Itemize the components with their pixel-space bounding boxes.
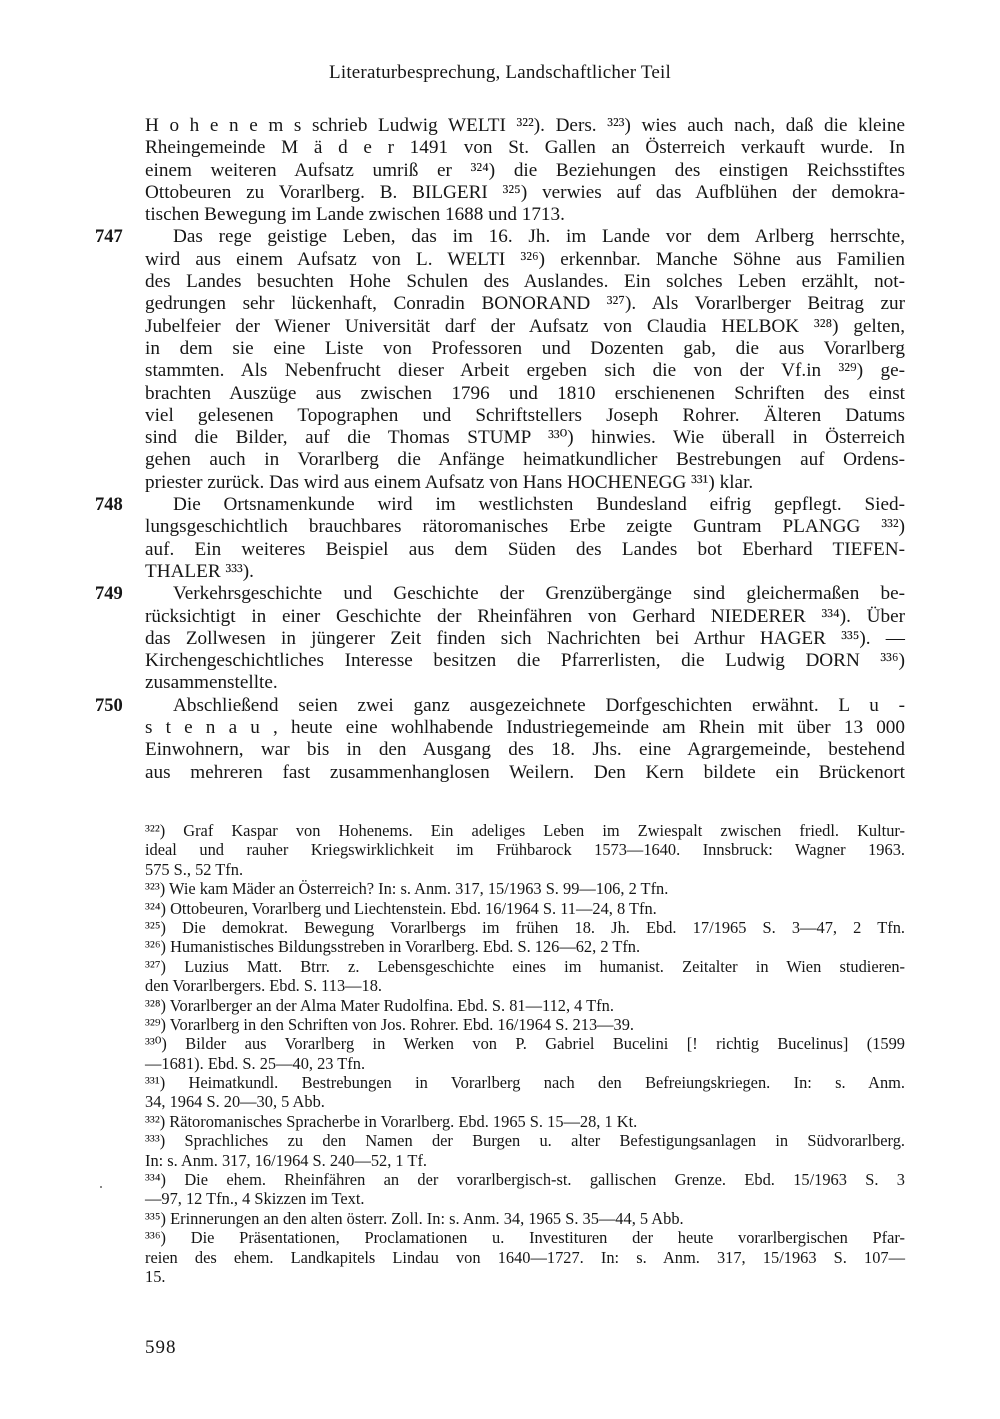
footnote-line: 575 S., 52 Tfn. [145, 859, 244, 879]
line-text: des Landes besuchten Hohe Schulen des Auslandes. Ein solches Leben erzählt, not- [145, 271, 905, 293]
text-line [95, 249, 905, 271]
footnote-line: ³³¹) Heimatkundl. Bestrebungen in Vorarlberg nach den Befreiungskriegen. In: s. Anm. [145, 1073, 905, 1093]
text-line [95, 494, 905, 516]
footnote-line: ³²⁵) Die demokrat. Bewegung Vorarlbergs im frühen 18. Jh. Ebd. 17/1965 S. 3—47, 2 Tfn. [145, 917, 905, 937]
running-header: Literaturbesprechung, Landschaftlicher Teil [329, 62, 671, 83]
line-text: Einwohnern, war bis in den Ausgang des 18. Jhs. eine Agrargemeinde, bestehend [145, 739, 905, 761]
paragraph-number: 749 [95, 584, 123, 605]
line-text: Verkehrsgeschichte und Geschichte der Grenzübergänge sind gleichermaßen be- [173, 583, 905, 605]
text-line [95, 583, 905, 605]
footnote-line: ³³²) Rätoromanisches Spracherbe in Vorarlberg. Ebd. 1965 S. 15—28, 1 Kt. [145, 1111, 638, 1131]
main-text [95, 115, 905, 784]
line-text: in dem sie eine Liste von Professoren und Dozenten gab, die aus Vorarlberg [145, 337, 905, 359]
paragraph-number: 747 [95, 227, 123, 248]
footnote-line: In: s. Anm. 317, 16/1964 S. 240—52, 1 Tf. [145, 1150, 427, 1170]
paragraph-number: 750 [95, 695, 123, 716]
line-text: rücksichtigt in einer Geschichte der Rheinfähren von Gerhard NIEDERER ³³⁴). Über [145, 605, 905, 627]
text-line [95, 695, 905, 717]
text-line [95, 561, 905, 583]
line-text: das Zollwesen in jüngerer Zeit finden sich Nachrichten bei Arthur HAGER ³³⁵). — [145, 627, 905, 649]
text-line [95, 672, 905, 694]
footnote-line: den Vorarlbergers. Ebd. S. 113—18. [145, 976, 383, 996]
footnote-line: ³²⁸) Vorarlberger an der Alma Mater Rudolfina. Ebd. S. 81—112, 4 Tfn. [145, 995, 614, 1015]
line-text: einem weiteren Aufsatz umriß er ³²⁴) die Beziehungen des einstigen Reichsstiftes [145, 159, 905, 181]
footnote-line: ³³⁶) Die Präsentationen, Proclamationen u. Investituren der heute vorarlbergischen Pfar- [145, 1228, 905, 1248]
text-line [95, 516, 905, 538]
footnote-line: ³²³) Wie kam Mäder an Österreich? In: s. Anm. 317, 15/1963 S. 99—106, 2 Tfn. [145, 879, 669, 899]
line-text: Abschließend seien zwei ganz ausgezeichnete Dorfgeschichten erwähnt. L u - [173, 694, 905, 716]
footnote-line: ³³⁰) Bilder aus Vorarlberg in Werken von P. Gabriel Bucelini [! richtig Bucelinus] (1599 [145, 1034, 905, 1054]
line-text: wird aus einem Aufsatz von L. WELTI ³²⁶) erkennbar. Manche Söhne aus Familien [145, 248, 905, 270]
line-text: aus mehreren fast zusammenhanglosen Weilern. Den Kern bildete ein Brückenort [145, 761, 905, 783]
footnote-line: ³³⁴) Die ehem. Rheinfähren an der vorarlbergisch-st. gallischen Grenze. Ebd. 15/1963 S. 3 [145, 1170, 905, 1190]
footnotes [95, 821, 905, 1286]
line-text: priester zurück. Das wird aus einem Aufsatz von Hans HOCHENEGG ³³¹) klar. [145, 471, 754, 493]
text-line [95, 762, 905, 784]
text-line [95, 739, 905, 761]
text-line [95, 650, 905, 672]
page-number: 598 [145, 1337, 177, 1358]
text-line [95, 160, 905, 182]
text-line [95, 472, 905, 494]
footnote-line: ³²⁹) Vorarlberg in den Schriften von Jos. Rohrer. Ebd. 16/1964 S. 213—39. [145, 1014, 635, 1034]
line-text: sind die Bilder, auf die Thomas STUMP ³³⁰) hinwies. Wie überall in Österreich [145, 427, 905, 449]
footnote-line: ideal und rauher Kriegswirklichkeit im Frühbarock 1573—1640. Innsbruck: Wagner 1963. [145, 840, 905, 860]
footnote-line: 15. [145, 1266, 166, 1286]
footnote-line: ³²²) Graf Kaspar von Hohenems. Ein adeliges Leben im Zwiespalt zwischen friedl. Kultur- [145, 821, 905, 840]
text-line [95, 316, 905, 338]
footnote-line: ³²⁷) Luzius Matt. Btrr. z. Lebensgeschichte eines im humanist. Zeitalter in Wien studieren- [145, 956, 905, 976]
footnote-line: 34, 1964 S. 20—30, 5 Abb. [145, 1092, 325, 1112]
scan-speck [100, 1186, 102, 1188]
footnote-line: ³²⁴) Ottobeuren, Vorarlberg und Liechtenstein. Ebd. 16/1964 S. 11—24, 8 Tfn. [145, 898, 657, 918]
line-text: zusammenstellte. [145, 672, 278, 694]
footnote-line: —97, 12 Tfn., 4 Skizzen im Text. [145, 1189, 365, 1209]
text-line [95, 204, 905, 226]
text-line [95, 137, 905, 159]
text-line [95, 115, 905, 137]
text-line [95, 293, 905, 315]
line-text: Ottobeuren zu Vorarlberg. B. BILGERI ³²⁵) verwies auf das Aufblühen der demokra- [145, 181, 905, 203]
line-text: auf. Ein weiteres Beispiel aus dem Süden des Landes bot Eberhard TIEFEN- [145, 538, 905, 560]
line-text: viel gelesenen Topographen und Schriftstellers Joseph Rohrer. Älteren Datums [145, 404, 905, 426]
text-line [95, 226, 905, 248]
text-line [95, 271, 905, 293]
text-line [95, 449, 905, 471]
footnote-line: reien des ehem. Landkapitels Lindau von 1640—1727. In: s. Anm. 317, 15/1963 S. 107— [145, 1247, 905, 1267]
text-line [95, 717, 905, 739]
footnote-line: —1681). Ebd. S. 25—40, 23 Tfn. [145, 1053, 366, 1073]
line-text: stammten. Als Nebenfrucht dieser Arbeit ergeben sich die von der Vf.in ³²⁹) ge- [145, 360, 905, 382]
line-text: Rheingemeinde M ä d e r 1491 von St. Gallen an Österreich verkauft wurde. In [145, 137, 905, 159]
line-text: lungsgeschichtlich brauchbares rätoromanisches Erbe zeigte Guntram PLANGG ³³²) [145, 516, 905, 538]
text-line [95, 383, 905, 405]
line-text: Die Ortsnamenkunde wird im westlichsten Bundesland eifrig gepflegt. Sied- [173, 494, 905, 516]
line-text: tischen Bewegung im Lande zwischen 1688 und 1713. [145, 204, 565, 226]
line-text: THALER ³³³). [145, 560, 254, 582]
line-text: H o h e n e m s schrieb Ludwig WELTI ³²²). Ders. ³²³) wies auch nach, daß die kleine [145, 115, 905, 136]
line-text: Jubelfeier der Wiener Universität darf der Aufsatz von Claudia HELBOK ³²⁸) gelten, [145, 315, 905, 337]
text-line [95, 628, 905, 650]
line-text: Das rege geistige Leben, das im 16. Jh. im Lande vor dem Arlberg herrschte, [173, 226, 905, 248]
line-text: gehen auch in Vorarlberg die Anfänge heimatkundlicher Bestrebungen auf Ordens- [145, 449, 905, 471]
text-line [95, 606, 905, 628]
line-text: brachten Auszüge aus zwischen 1796 und 1810 erschienenen Schriften des einst [145, 382, 905, 404]
line-text: Kirchengeschichtliches Interesse besitzen die Pfarrerlisten, die Ludwig DORN ³³⁶) [145, 650, 905, 672]
footnote-line: ³³⁵) Erinnerungen an den alten österr. Zoll. In: s. Anm. 34, 1965 S. 35—44, 5 Abb. [145, 1208, 684, 1228]
text-line [95, 405, 905, 427]
line-text: gedrungen sehr lückenhaft, Conradin BONORAND ³²⁷). Als Vorarlberger Beitrag zur [145, 293, 905, 315]
paragraph-number: 748 [95, 495, 123, 516]
text-line [95, 182, 905, 204]
text-line [95, 427, 905, 449]
text-line [95, 338, 905, 360]
text-line [95, 360, 905, 382]
footnote-line: ³³³) Sprachliches zu den Namen der Burgen u. alter Befestigungsanlagen in Südvorarlberg. [145, 1131, 905, 1151]
footnote-line: ³²⁶) Humanistisches Bildungsstreben in Vorarlberg. Ebd. S. 126—62, 2 Tfn. [145, 937, 641, 957]
text-line [95, 539, 905, 561]
line-text: s t e n a u , heute eine wohlhabende Industriegemeinde am Rhein mit über 13 000 [145, 717, 905, 739]
